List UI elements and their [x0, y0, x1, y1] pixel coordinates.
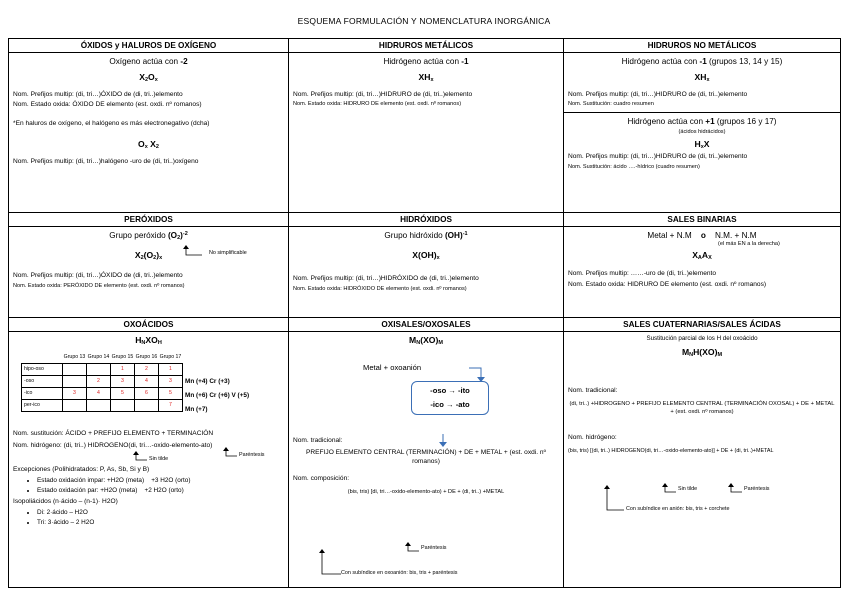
hidroxidos-nom-estado: Nom. Estado oxida: HIDRÓXIDO DE elemento (est. oxdi. nº romanos) [293, 285, 467, 292]
salesbin-line-a: Metal + N.M [647, 231, 692, 241]
suffix-oso: -oso → -ito [430, 385, 470, 395]
oxoacidos-nom-hidrogeno: Nom. hidrógeno: (di, tri..) HIDROGENO(di, tri…-oxido-elemento-ato) [13, 441, 213, 449]
salesbin-note: (el más EN a la derecha) [718, 241, 780, 248]
exc-impar-meta: Estado oxidación impar: +H2O (meta) [37, 477, 145, 485]
transition-metals-list [185, 375, 249, 417]
hidnomet-nom-prefijos: Nom. Prefijos multip: (di, tri…)HIDRURO de (di, tri..)elemento [568, 90, 748, 98]
mini-cell: 4 [135, 375, 159, 387]
document-title: ESQUEMA FORMULACIÓN Y NOMENCLATURA INORGÁNICA [297, 16, 551, 26]
mini-cell: 4 [87, 387, 111, 399]
mini-row-label: per-ico [22, 399, 63, 411]
mini-cell: 2 [87, 375, 111, 387]
header-hidruros-metalicos: HIDRUROS METÁLICOS [289, 39, 564, 53]
mini-cell [63, 375, 87, 387]
mini-group-header: Grupo 15 [111, 353, 134, 360]
hidroxidos-formula: X(OH)x [412, 250, 440, 262]
hidroxidos-line: Grupo hidróxido (OH)$^{-1}$ [384, 231, 468, 241]
peroxidos-nom-estado: Nom. Estado oxida: PERÓXIDO DE elemento (est. oxdi. nº romanos) [13, 282, 185, 289]
hidracidos-line: Hidrógeno actúa con +1 (grupos 16 y 17) [627, 116, 777, 126]
exc-par-orto: +2 H2O (orto) [144, 487, 184, 495]
mini-cell: 1 [159, 363, 183, 375]
haluros-formula: Ox X2 [138, 139, 159, 151]
header-peroxidos: PERÓXIDOS [9, 213, 289, 227]
excepciones-title: Excepciones (Polihidratados: P, As, Sb, Si y B) [13, 466, 150, 474]
sintilde-label: Sin tilde [149, 456, 169, 463]
hidnomet-formula: XHx [694, 72, 710, 84]
hidracidos-nom-prefijos: Nom. Prefijos multip: (di, tri…)HIDRURO de (di, tri..)elemento [568, 153, 748, 161]
exc-par [37, 486, 284, 496]
hidnomet-nom-sustitucion: Nom. Sustitución: cuadro resumen [568, 101, 654, 108]
tm-per: Mn (+7) [185, 406, 208, 414]
salesbin-line-b: N.M. + N.M [714, 231, 757, 241]
oxisales-comp: (bis, tris) [di, tri…-oxido-elemento-ato) + DE + (di, tri..) +METAL [347, 489, 505, 496]
mini-group-header: Grupo 16 [135, 353, 158, 360]
arrow-up-icon [602, 484, 626, 514]
hidracidos-sub: (ácidos hidrácidos) [678, 129, 726, 136]
suffix-ico: -ico → -ato [430, 399, 470, 409]
salescuat-line: Sustitución parcial de los H del oxoácido [646, 335, 758, 343]
mini-cell: 3 [111, 375, 135, 387]
arrow-up-icon [221, 446, 239, 458]
salescuat-subind-label: Con subíndice en anión: bis, tris + corchete [626, 506, 730, 513]
arrow-up-icon [403, 541, 421, 553]
mini-corner [22, 352, 63, 364]
mini-cell: 5 [159, 387, 183, 399]
header-oxidos: ÓXIDOS y HALUROS DE OXÍGENO [9, 39, 289, 53]
salescuat-parentesis-label: Paréntesis [744, 486, 770, 493]
exc-impar [37, 476, 284, 486]
cell-peroxidos [9, 227, 289, 318]
peroxidos-nom-prefijos: Nom. Prefijos multip: (di, tri…)ÓXIDO de (di, tri..)elemento [13, 271, 183, 279]
mini-cell: 5 [111, 387, 135, 399]
salescuat-sintilde-label: Sin tilde [678, 486, 698, 493]
oxisales-metal-line [363, 363, 559, 373]
oxisales-subind-label: Con subíndice en oxoanión: bis, tris + paréntesis [341, 570, 458, 577]
excepciones-list [27, 476, 284, 496]
salesbin-nom-prefijos: Nom. Prefijos multip: ……-uro de (di, tri..)elemento [568, 270, 717, 278]
oxidos-nom-prefijos: Nom. Prefijos multip: (di, tri…)ÓXIDO de (di, tri..)elemento [13, 90, 183, 98]
header-sales-cuaternarias: SALES CUATERNARIAS/SALES ÁCIDAS [564, 318, 841, 332]
oxidos-nom-estado: Nom. Estado oxida: ÓXIDO DE elemento (est. oxdi. nº romanos) [13, 101, 202, 109]
tm-ico: Mn (+6) Cr (+6) V (+5) [185, 392, 250, 400]
mini-cell: 7 [159, 399, 183, 411]
oxisales-parentesis-label: Paréntesis [421, 545, 447, 552]
parentesis-label: Paréntesis [239, 452, 265, 459]
salesbin-nom-estado: Nom. Estado oxida: HIDRURO DE elemento (est. oxdi. nº romanos) [568, 281, 767, 289]
arrow-up-icon [660, 482, 678, 494]
arrow-down-icon [438, 434, 448, 448]
mini-cell [135, 399, 159, 411]
tm-oso: Mn (+4) Cr (+3) [185, 378, 230, 386]
hidracidos-section [564, 112, 840, 171]
cell-sales-binarias [564, 227, 841, 318]
iso-di: • Di: 2·ácido – H2O [37, 508, 284, 518]
cell-hidruros-no-metalicos [564, 53, 841, 213]
cell-oxidos [9, 53, 289, 213]
oxidos-note: *En haluros de oxígeno, el halógeno es más electronegativo (dcha) [13, 120, 210, 128]
oxisales-comp-label: Nom. composición: [293, 474, 350, 482]
mini-cell [87, 363, 111, 375]
hidmet-nom-prefijos: Nom. Prefijos multip: (di, tri…)HIDRURO de (di, tri..)elemento [293, 90, 473, 98]
cell-hidroxidos [289, 227, 564, 318]
header-oxoacidos: OXOÁCIDOS [9, 318, 289, 332]
oxidos-formula: X2Ox [139, 72, 158, 84]
mini-cell: 3 [159, 375, 183, 387]
salesbin-line [568, 230, 836, 241]
oxoacidos-table [21, 352, 183, 412]
header-sales-binarias: SALES BINARIAS [564, 213, 841, 227]
salescuat-trad-label: Nom. tradicional: [568, 386, 618, 394]
salescuat-formula: MNH(XO)M [681, 346, 723, 358]
oxisales-metal: Metal + oxoanión [363, 362, 422, 372]
hidmet-line: Hidrógeno actúa con -1 [383, 57, 469, 67]
header-hidroxidos: HIDRÓXIDOS [289, 213, 564, 227]
isopoliacidos-title: Isopoliácidos (n·ácido – (n-1)· H2O) [13, 498, 118, 506]
hidracidos-formula: HxX [694, 138, 710, 150]
oxoacidos-formula: HNXOH [135, 335, 162, 347]
haluros-nom-prefijos: Nom. Prefijos multip: (di, tri…)halógeno -uro de (di, tri..)oxígeno [13, 157, 199, 165]
oxisales-trad: PREFIJO ELEMENTO CENTRAL (TERMINACIÓN) + DE + METAL + (est. oxdi. nº romanos) [305, 448, 546, 465]
oxisales-formula: MN(XO)M [409, 335, 443, 347]
mini-row-label: -ico [22, 387, 63, 399]
peroxidos-line: Grupo peróxido $(O2)^{-2}$ [109, 231, 188, 242]
salescuat-trad: (di, tri..) +HIDROGENO + PREFIJO ELEMENTO CENTRAL (TERMINACIÓN OXOSAL) + DE + METAL + (est. oxdi. nº romanos) [569, 400, 835, 415]
mini-cell [111, 399, 135, 411]
arrow-up-icon [726, 482, 744, 494]
mini-row-label: -oso [22, 375, 63, 387]
isopoliacidos-list [27, 508, 284, 528]
oxoacidos-nom-sustitucion: Nom. sustitución: ÁCIDO + PREFIJO ELEMENTO + TERMINACIÓN [13, 429, 214, 437]
salescuat-hid: (bis, tris) [(di, tri..) HIDROGENO(di, tri…-oxido-elemento-ato)] + DE + (di, tri..)+METAL [568, 448, 774, 455]
mini-cell: 1 [111, 363, 135, 375]
header-hidruros-no-metalicos: HIDRUROS NO METÁLICOS [564, 39, 841, 53]
nosimp-label: No simplificable [209, 250, 247, 257]
salescuat-hid-label: Nom. hidrógeno: [568, 434, 617, 442]
mini-cell: 6 [135, 387, 159, 399]
hidmet-nom-estado: Nom. Estado oxida: HIDRURO DE elemento (est. oxdi. nº romanos) [293, 101, 462, 108]
oxidos-line: Oxígeno actúa con -2 [109, 57, 188, 67]
hidroxidos-nom-prefijos: Nom. Prefijos multip: (di, tri…)HIDRÓXIDO de (di, tri..)elemento [293, 274, 479, 282]
arrow-down-icon [467, 365, 489, 383]
oxoacidos-arrows [13, 450, 284, 464]
hidnomet-line: Hidrógeno actúa con -1 (grupos 13, 14 y 15) [621, 57, 783, 67]
oxisales-trad-label: Nom. tradicional: [293, 436, 343, 444]
mini-cell: 3 [63, 387, 87, 399]
oxisales-suffix-box [411, 381, 489, 415]
exc-par-meta: Estado oxidación par: +H2O (meta) [37, 487, 138, 495]
mini-group-header: Grupo 13 [63, 353, 86, 360]
hidracidos-nom-sustitucion: Nom. Sustitución: ácido ….-hídrico (cuadro resumen) [568, 163, 700, 170]
salesbin-line-o: o [700, 231, 706, 241]
peroxidos-formula: X2(O2)x [134, 249, 163, 261]
arrow-up-icon [317, 548, 343, 578]
header-oxisales: OXISALES/OXOSALES [289, 318, 564, 332]
salesbin-formula: XAAX [692, 249, 712, 261]
mini-row-label: hipo-oso [22, 363, 63, 375]
mini-cell [63, 399, 87, 411]
mini-group-header: Grupo 17 [159, 353, 182, 360]
arrow-up-icon [131, 450, 149, 462]
mini-cell [87, 399, 111, 411]
mini-group-header: Grupo 14 [87, 353, 110, 360]
hidmet-formula: XHx [418, 72, 434, 84]
scheme-table [8, 38, 841, 588]
mini-cell: 2 [135, 363, 159, 375]
exc-impar-orto: +3 H2O (orto) [151, 477, 191, 485]
cell-sales-cuaternarias [564, 332, 841, 588]
iso-tri: • Tri: 3·ácido – 2 H2O [37, 518, 284, 528]
cell-hidruros-metalicos [289, 53, 564, 213]
mini-cell [63, 363, 87, 375]
cell-oxoacidos [9, 332, 289, 588]
cell-oxisales [289, 332, 564, 588]
